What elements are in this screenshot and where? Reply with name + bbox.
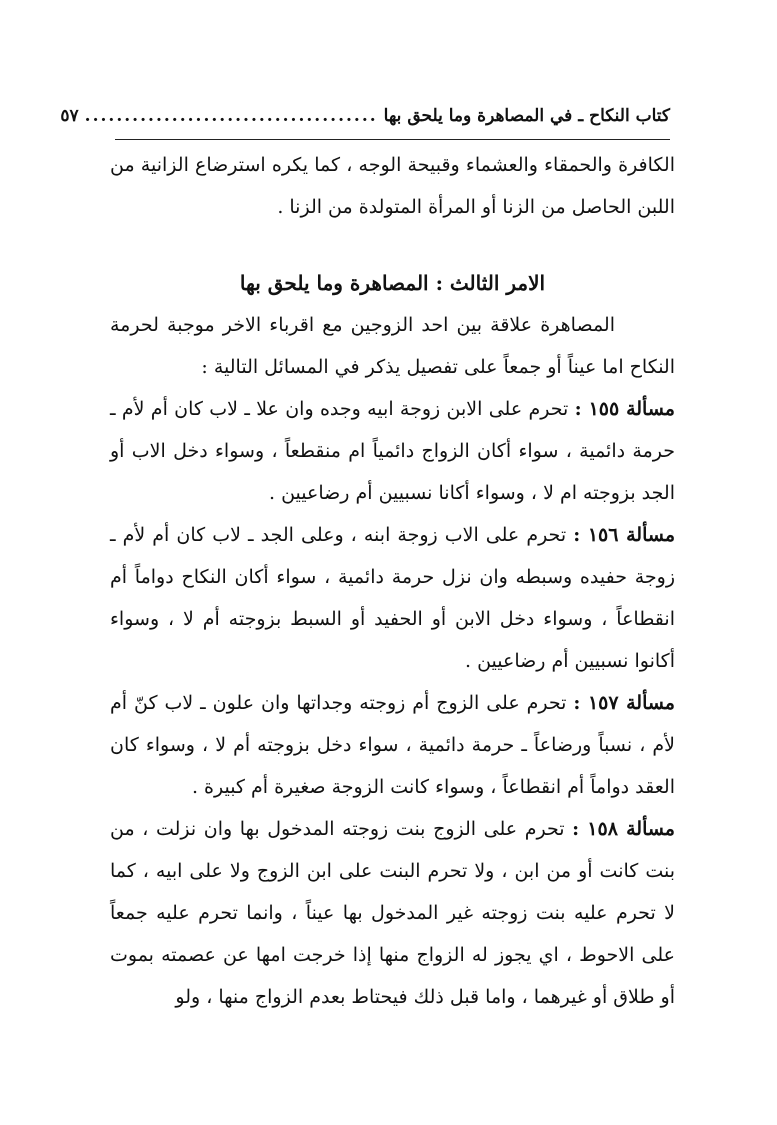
masala-label: مسألة ١٥٨ : (572, 818, 675, 840)
masala-label: مسألة ١٥٧ : (573, 692, 675, 714)
section-paragraph: المصاهرة علاقة بين احد الزوجين مع اقرباء الاخر موجبة لحرمة النكاح اما عيناً أو جمعاً على تفصيل يذكر في المسائل التالية : (110, 314, 675, 378)
masala-text: تحرم على الاب زوجة ابنه ، وعلى الجد ـ لاب كان أم لأم ـ زوجة حفيده وسبطه وان نزل حرمة دائمية ، سواء أكان النكاح دواماً أم انقطاعاً ، وسواء دخل الابن أو الحفيد أو السبط بزوجته أم لا ، وسواء أكانوا نسبيين أم رضاعيين . (110, 524, 675, 672)
masala-label: مسألة ١٥٦ : (573, 524, 675, 546)
page-number: ٥٧ (60, 106, 79, 126)
header-leader-dots: ..................................... (84, 106, 378, 126)
running-header (60, 96, 670, 136)
masala-155 (110, 388, 675, 514)
header-rule (115, 139, 670, 140)
masala-156 (110, 514, 675, 682)
masala-text: تحرم على الابن زوجة ابيه وجده وان علا ـ لاب كان أم لأم ـ حرمة دائمية ، سواء أكان الزواج دائمياً ام منقطعاً ، وسواء دخل الاب أو الجد بزوجته ام لا ، وسواء أكانا نسبيين أم رضاعيين . (110, 398, 675, 504)
header-title: كتاب النكاح ـ في المصاهرة وما يلحق بها (383, 106, 670, 126)
masala-label: مسألة ١٥٥ : (574, 398, 675, 420)
masala-157 (110, 682, 675, 808)
page-body (110, 144, 675, 1018)
intro-paragraph: الكافرة والحمقاء والعشماء وقبيحة الوجه ، كما يكره استرضاع الزانية من اللبن الحاصل من الزنا أو المرأة المتولدة من الزنا . (110, 154, 675, 218)
section-title: الامر الثالث : المصاهرة وما يلحق بها (239, 271, 546, 295)
masala-text: تحرم على الزوج بنت زوجته المدخول بها وان نزلت ، من بنت كانت أو من ابن ، ولا تحرم البنت على ابن الزوج ولا على ابيه ، كما لا تحرم عليه بنت زوجته غير المدخول بها عيناً ، وانما تحرم عليه جمعاً على الاحوط ، اي يجوز له الزواج منها إذا خرجت امها عن عصمته بموت أو طلاق أو غيرهما ، واما قبل ذلك فيحتاط بعدم الزواج منها ، ولو (110, 818, 675, 1008)
masala-158 (110, 808, 675, 1018)
masala-text: تحرم على الزوج أم زوجته وجداتها وان علون ـ لاب كنّ أم لأم ، نسباً ورضاعاً ـ حرمة دائمية ، سواء دخل بزوجته أم لا ، وسواء كان العقد دواماً أم انقطاعاً ، وسواء كانت الزوجة صغيرة أم كبيرة . (110, 692, 675, 798)
